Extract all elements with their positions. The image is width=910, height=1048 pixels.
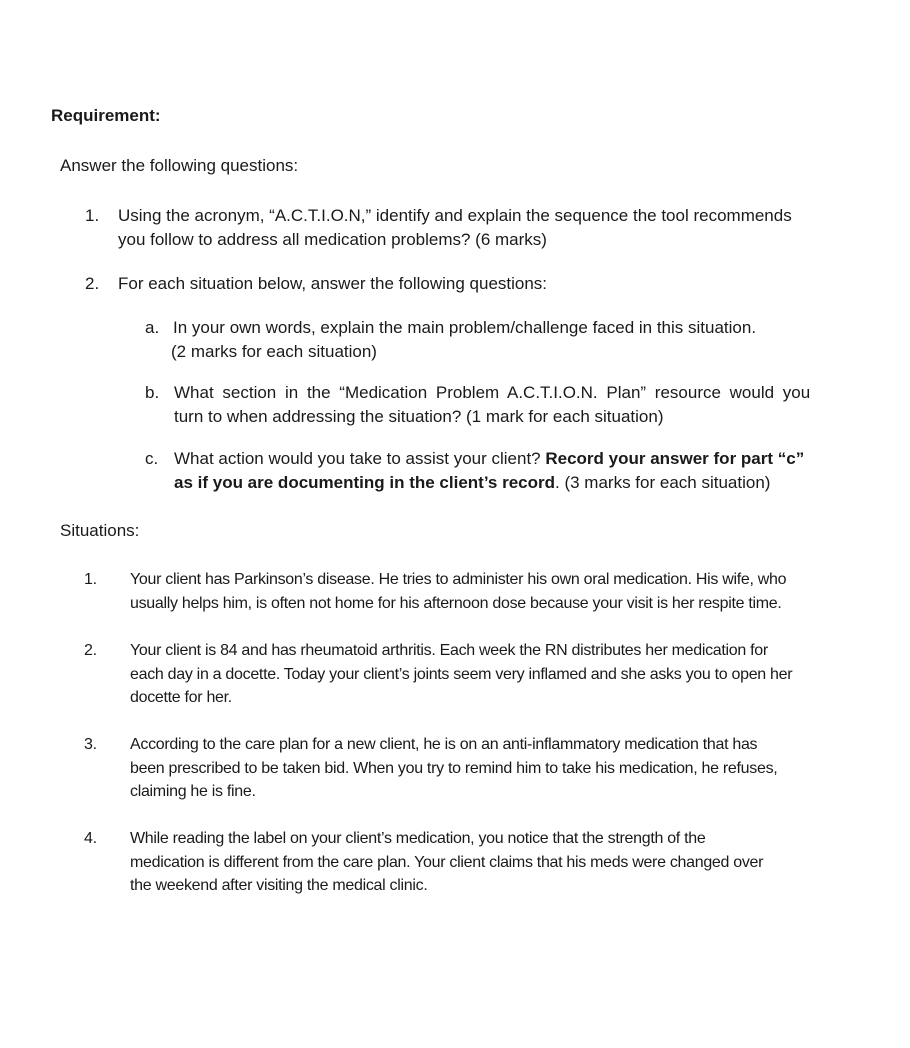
situation-line: Your client has Parkinson’s disease. He tries to administer his own oral medication. His wife, who (130, 571, 787, 588)
situation-line: docette for her. (130, 689, 232, 706)
situation-number: 3. (84, 736, 97, 753)
subquestion-line: (2 marks for each situation) (171, 342, 377, 361)
situation-line: medication is different from the care plan. Your client claims that his meds were changed over (130, 853, 764, 871)
intro-text: Answer the following questions: (60, 156, 299, 175)
subquestion-letter: b. (145, 383, 160, 402)
subquestion-text: . (3 marks for each situation) (555, 473, 771, 492)
situations-heading: Situations: (60, 521, 140, 540)
question-text: For each situation below, answer the following questions: (118, 274, 548, 293)
situation-line: usually helps him, is often not home for his afternoon dose because your visit is her respite time. (130, 594, 782, 612)
situation-line: each day in a docette. Today your client’s joints seem very inflamed and she asks you to open her (130, 665, 793, 683)
question-line: Using the acronym, “A.C.T.I.O.N,” identify and explain the sequence the tool recommends (118, 206, 792, 225)
situation-line: While reading the label on your client’s medication, you notice that the strength of the (130, 830, 706, 847)
question-number: 1. (85, 206, 100, 225)
subquestion-line: In your own words, explain the main problem/challenge faced in this situation. (173, 318, 757, 337)
subquestion-letter: c. (145, 449, 159, 468)
situation-line: Your client is 84 and has rheumatoid arthritis. Each week the RN distributes her medication for (130, 642, 768, 659)
situation-number: 2. (84, 642, 97, 659)
subquestion-line: What section in the “Medication Problem A.C.T.I.O.N. Plan” resource would you (174, 383, 811, 402)
situation-number: 1. (84, 571, 97, 588)
subquestion-bold-text: as if you are documenting in the client’s record (174, 473, 556, 492)
situation-line: been prescribed to be taken bid. When you try to remind him to take his medication, he refuses, (130, 759, 778, 777)
situation-line: According to the care plan for a new client, he is on an anti-inflammatory medication that has (130, 736, 758, 753)
subquestion-text: What action would you take to assist your client? (174, 449, 546, 468)
situation-line: the weekend after visiting the medical clinic. (130, 877, 428, 894)
question-number: 2. (85, 274, 100, 293)
situation-number: 4. (84, 830, 97, 847)
question-line: you follow to address all medication problems? (6 marks) (118, 230, 547, 249)
situation-line: claiming he is fine. (130, 783, 256, 800)
subquestion-line: turn to when addressing the situation? (1 mark for each situation) (174, 407, 664, 426)
requirement-heading: Requirement: (51, 106, 161, 125)
subquestion-bold-text: Record your answer for part “c” (545, 449, 805, 468)
subquestion-letter: a. (145, 318, 160, 337)
